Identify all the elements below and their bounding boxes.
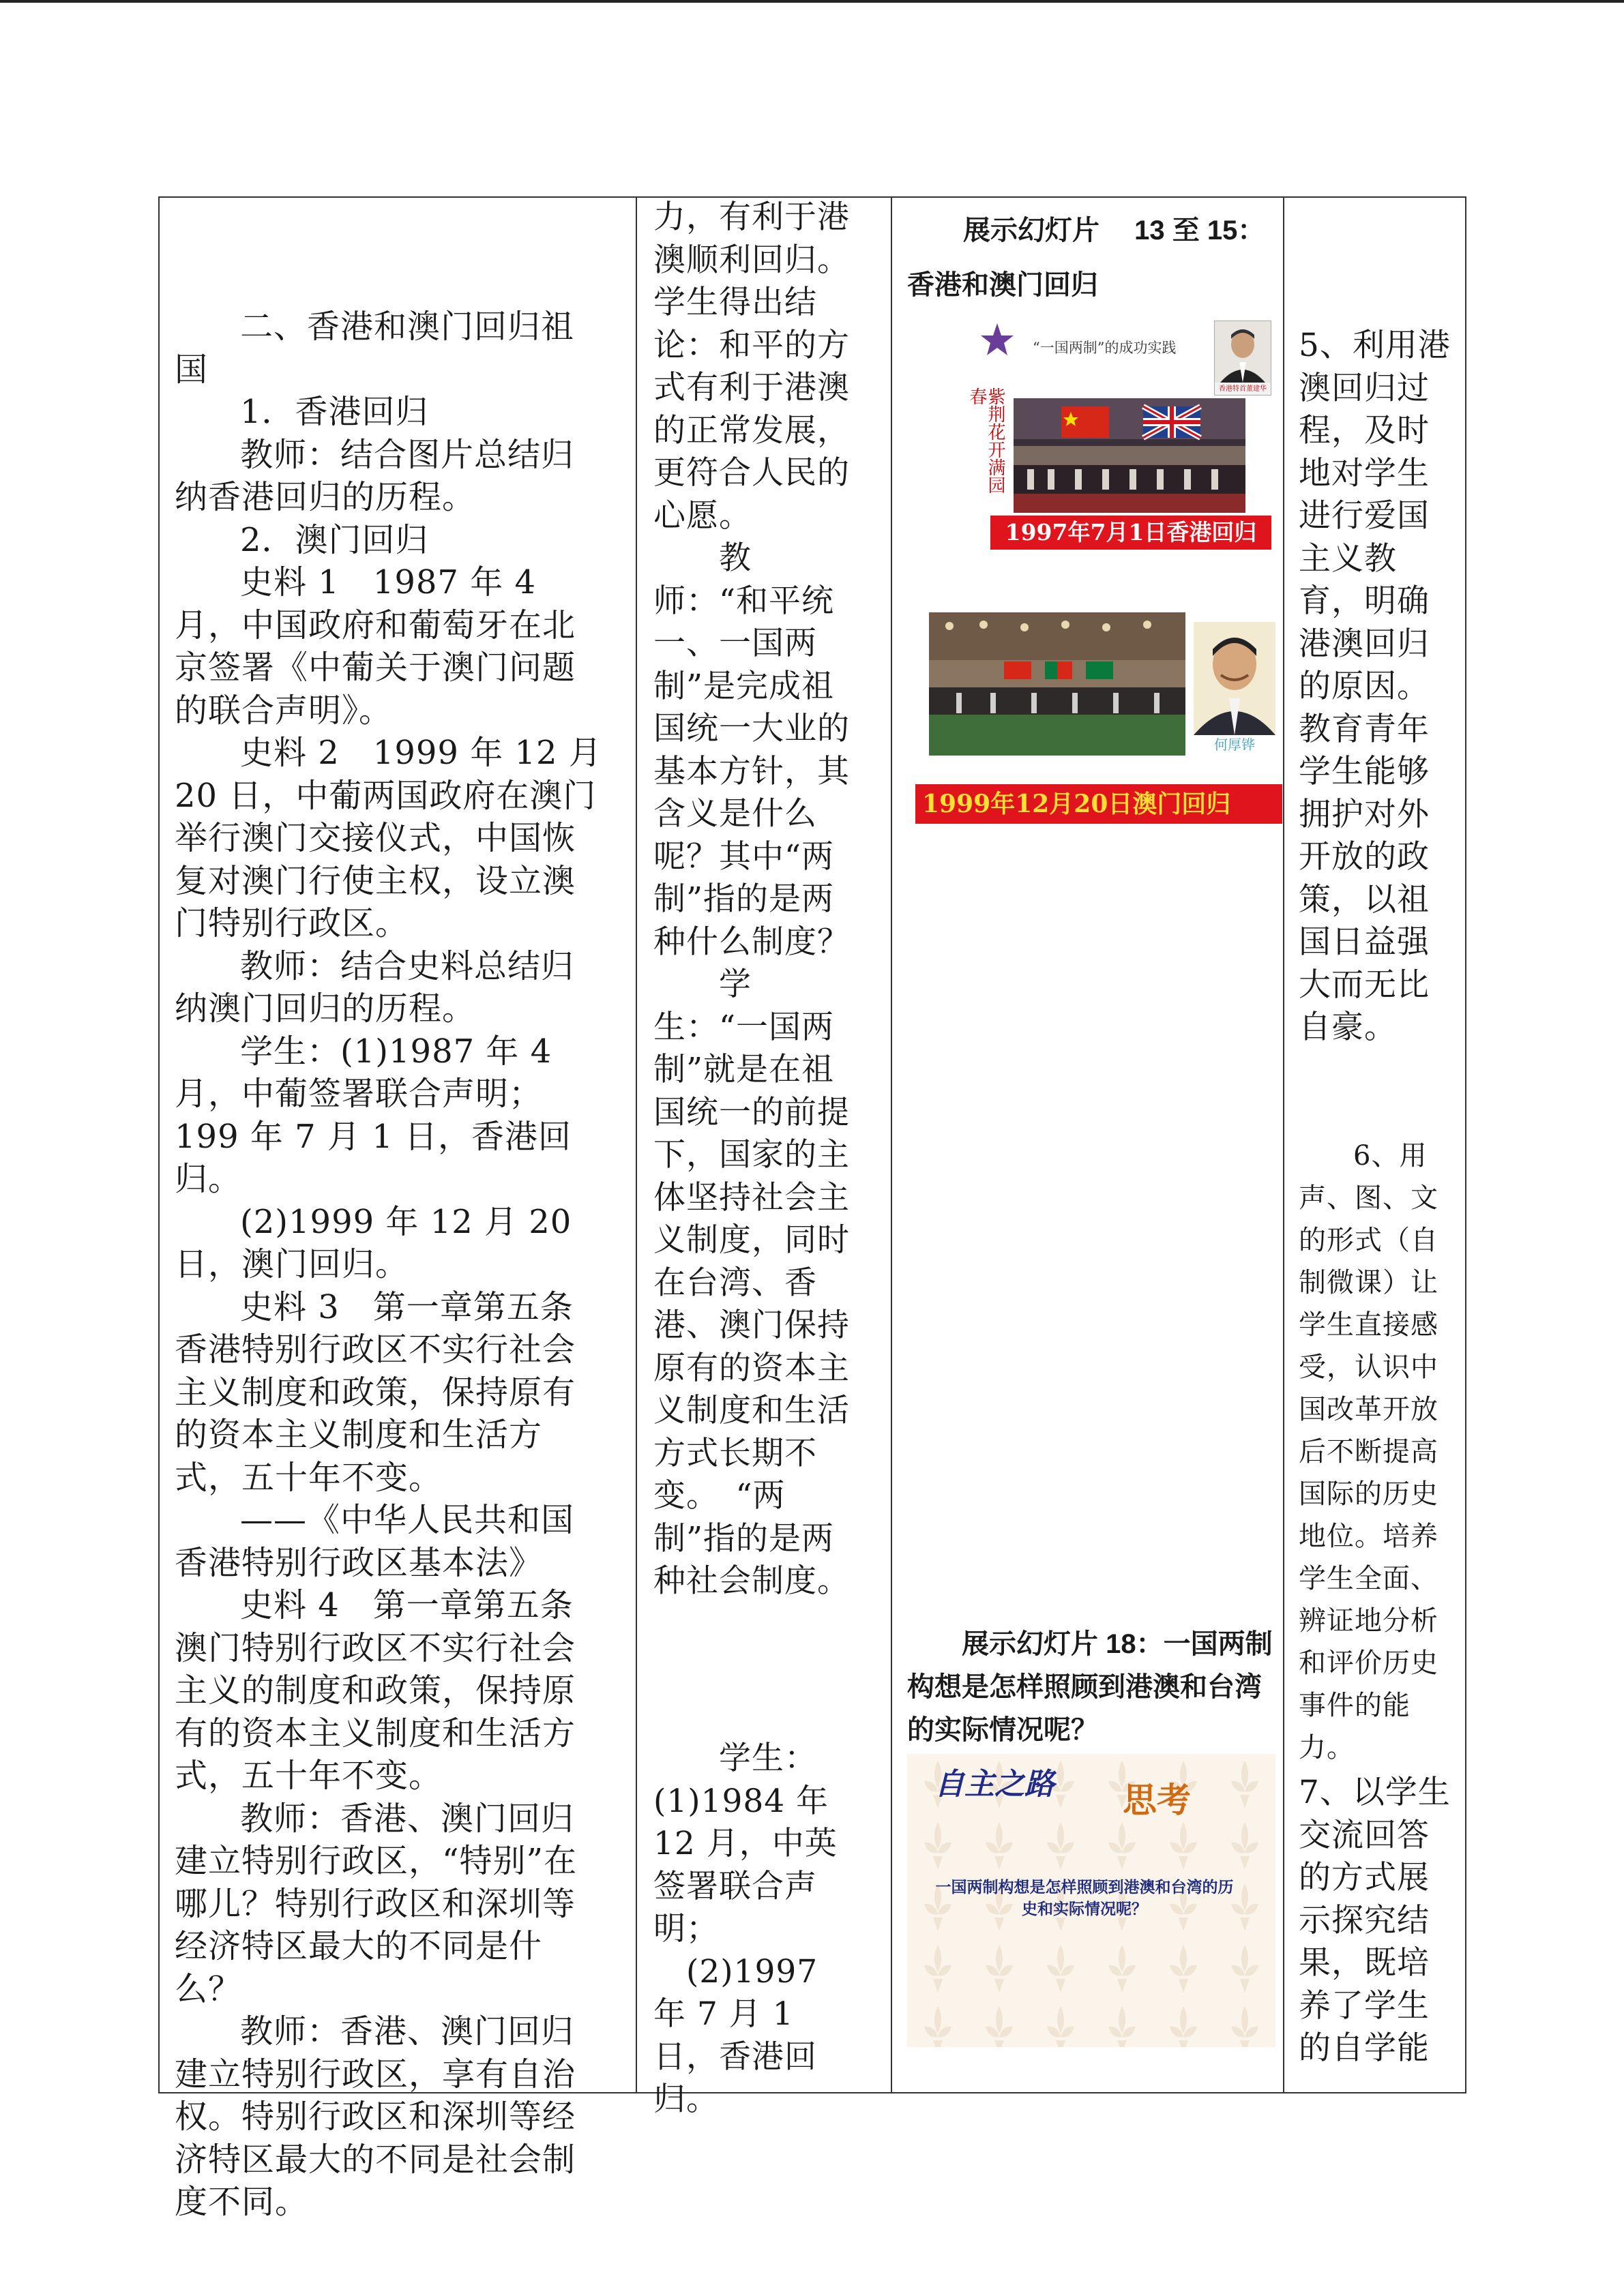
slide-18-left-title: 自主之路 xyxy=(934,1767,1054,1802)
hk-person-label: 香港特首董建华 xyxy=(1219,385,1267,393)
student-activity-column xyxy=(653,196,851,1603)
portrait-icon xyxy=(1194,622,1275,735)
slide-18-title: 展示幻灯片 18：一国两制构想是怎样照顾到港澳和台湾的实际情况呢？ xyxy=(907,1629,1273,1745)
paragraph: 教师：香港、澳门回归建立特别行政区，享有自治权。特别行政区和深圳等经济特区最大的不同是社会制度不同。 xyxy=(175,2012,576,2221)
paragraph: 史料 1 1987 年 4 月，中国政府和葡萄牙在北京签署《中葡关于澳门问题的联合声明》。 xyxy=(175,563,576,730)
hk-side-text: 紫荆花开满园春 xyxy=(966,387,1005,494)
paragraph: 史料 3 第一章第五条 香港特别行政区不实行社会主义制度和政策，保持原有的资本主义制度和生活方式，五十年不变。 xyxy=(175,1287,576,1497)
macau-person-label: 何厚铧 xyxy=(1214,736,1255,753)
design-intent-item-7: 7、以学生交流回答的方式展示探究结果，既培养了学生的自学能 xyxy=(1299,1774,1451,2067)
hk-caption: “一国两制”的成功实践 xyxy=(1033,340,1177,356)
macau-ceremony-image xyxy=(929,612,1185,756)
paragraph: 史料 2 1999 年 12 月 20 日，中葡两国政府在澳门举行澳门交接仪式，中国恢复对澳门行使主权，设立澳门特别行政区。 xyxy=(175,734,602,942)
student-answer xyxy=(653,1738,851,2121)
paragraph: (2)1999 年 12 月 20 日，澳门回归。 xyxy=(175,1202,572,1283)
slide-title: 展示幻灯片 13 至 15： xyxy=(963,215,1265,245)
paragraph: 学生： xyxy=(719,1740,817,1777)
paragraph: 教师：结合史料总结归纳澳门回归的历程。 xyxy=(175,946,575,1028)
paragraph: 教师：结合图片总结归纳香港回归的历程。 xyxy=(175,435,575,516)
hk-ceremony-photo xyxy=(1014,398,1245,513)
hk-return-banner: 1997年7月1日香港回归 xyxy=(990,516,1271,550)
slide-18-question: 一国两制构想是怎样照顾到港澳和台湾的历史和实际情况呢？ xyxy=(935,1879,1234,1918)
subheading-macau: 2．澳门回归 xyxy=(240,520,429,559)
tung-chee-hwa-photo xyxy=(1214,320,1271,396)
edmund-ho-photo xyxy=(1194,622,1275,735)
paragraph: (1)1984 年 12 月，中英签署联合声明； xyxy=(653,1782,838,1948)
design-intent-item-5: 5、利用港澳回归过程，及时地对学生进行爱国主义教育，明确港澳回归的原因。教育青年学生能够拥护对外开放的政策，以祖国日益强大而无比自豪。 xyxy=(1299,327,1451,1046)
paragraph: 学生：(1)1987 年 4 月，中葡签署联合声明；199 年 7 月 1 日，香港回归。 xyxy=(175,1032,572,1198)
macau-ceremony-photo xyxy=(929,612,1185,756)
column-divider xyxy=(636,196,637,2093)
subheading-hk: 1．香港回归 xyxy=(240,393,429,431)
design-intent-item-6: 6、用声、图、文的形式（自制微课）让学生直接感受，认识中国改革开放后不断提高国际的历史地位。培养学生全面、辨证地分析和评价历史事件的能力。 xyxy=(1299,1140,1438,1763)
slide-18-image xyxy=(907,1754,1275,2047)
paragraph: 力，有利于港澳顺利回归。学生得出结论：和平的方式有利于港澳的正常发展，更符合人民的心愿。 xyxy=(653,198,850,535)
column-divider xyxy=(891,196,892,2093)
macau-return-banner: 1999年12月20日澳门回归 xyxy=(915,784,1282,824)
column-divider xyxy=(1283,196,1284,2093)
paragraph: (2)1997 年 7 月 1 日，香港回归。 xyxy=(653,1952,818,2118)
paragraph: 史料 4 第一章第五条 澳门特别行政区不实行社会主义的制度和政策，保持原有的资本主义制度和生活方式，五十年不变。 xyxy=(175,1586,576,1795)
slide-18-right-title: 思考 xyxy=(1123,1780,1191,1820)
teaching-process-column xyxy=(175,305,604,2224)
paragraph: 教师：香港、澳门回归建立特别行政区，“特别”在哪儿？特别行政区和深圳等经济特区最大的不同是什么？ xyxy=(175,1799,578,2008)
paragraph: 学生：“一国两制”就是在祖国统一的前提下，国家的主体坚持社会主义制度，同时在台湾、香港、澳门保持原有的资本主义制度和生活方式长期不变。 “两制”指的是两种社会制度。 xyxy=(653,966,850,1600)
hk-ceremony-image xyxy=(1014,398,1245,513)
top-border-line xyxy=(0,0,1624,3)
citation: ——《中华人民共和国香港特别行政区基本法》 xyxy=(175,1501,575,1582)
portrait-icon xyxy=(1215,321,1271,383)
section-heading: 二、香港和澳门回归祖国 xyxy=(175,308,575,389)
paragraph: 教师：“和平统一、一国两制”是完成祖国统一大业的基本方针，其含义是什么呢？其中“两制”指的是两种什么制度？ xyxy=(653,539,850,961)
star-icon xyxy=(979,320,1020,361)
slide-subtitle: 香港和澳门回归 xyxy=(907,270,1098,300)
